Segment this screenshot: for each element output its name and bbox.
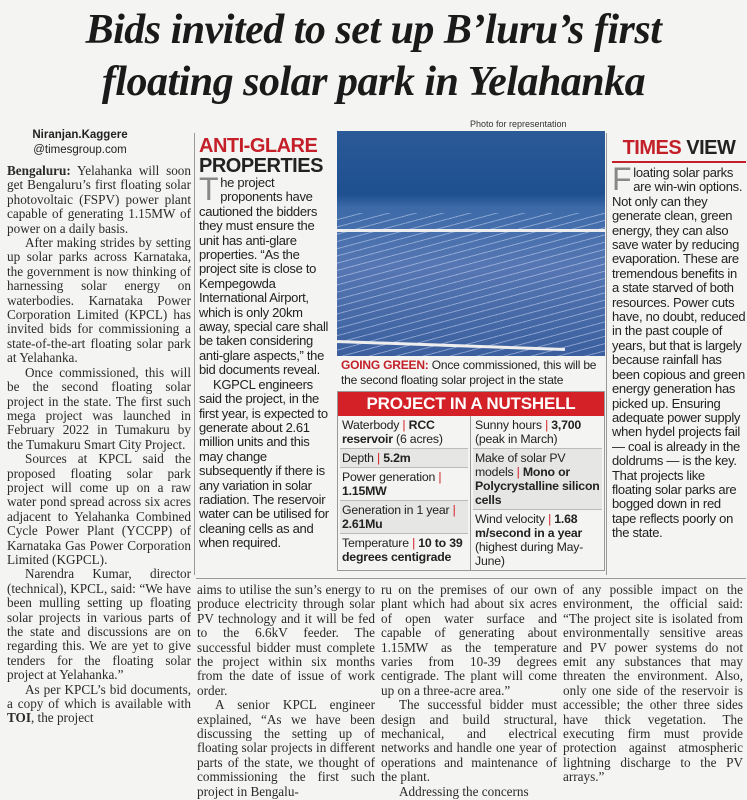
item-extra: (highest during May-June) [475, 540, 584, 568]
nutshell-item [473, 510, 602, 570]
item-value: 5.2m [383, 451, 411, 465]
item-label: Wind velocity [475, 512, 549, 526]
item-label: Temperature [342, 536, 413, 550]
paragraph-text: he project proponents have cautioned the bidders they must ensure the unit has anti-glare properties. “As the project site is close to Kempegowda International Airport, which is only 20km away, special care shall be taken considering anti-glare aspects,” the bid documents reveal. [199, 175, 329, 378]
author-name: Niranjan.Kaggere [32, 129, 128, 141]
times-view-title [612, 138, 746, 163]
separator: | [412, 536, 416, 550]
article-paragraph [7, 164, 191, 236]
paragraph-text: , the project [30, 710, 94, 726]
photo-caption [337, 356, 605, 389]
item-label: Generation in 1 year [342, 503, 453, 517]
article-column-1 [7, 164, 191, 726]
solar-panels [337, 213, 605, 356]
paragraph-text: loating solar parks are win-win options. Not only can they generate clean, green energy, they can also save water by reducing evaporation. These are tremendous benefits in a state starved of both resources. Power cuts have, no doubt, reduced in the past couple of years, but that is largely because rainfall has been copious and green energy generation has picked up. Ensuring adequate power supply when hydel projects fail — coal is already in the doldrums — is the key. That projects like floating solar parks are bogged down in red tape reflects poorly on the state. [612, 165, 746, 541]
solar-park-photo [337, 131, 605, 356]
separator: | [548, 512, 552, 526]
article-paragraph: After making strides by setting up solar parks across Karnataka, the government is now thinking of harnessing solar energy on waterbodies. Karnataka Power Corporation Limited (KPCL) has invited bids for commissioning a state-of-the-art floating solar park at Yelahanka. [7, 235, 191, 366]
article-column-4 [563, 583, 743, 785]
title-black: PROPERTIES [199, 155, 323, 177]
item-extra: (6 acres) [392, 432, 443, 446]
headline-line-2: floating solar park in Yelahanka [101, 59, 646, 105]
nutshell-left [338, 416, 471, 570]
nutshell-box [337, 391, 605, 571]
times-view-text [612, 161, 746, 541]
nutshell-item [340, 534, 468, 566]
item-label: Make of solar PV models [475, 451, 566, 479]
caption-text: Once commissioned, this will be the second floating solar project in the state [341, 358, 597, 387]
divider [194, 133, 195, 575]
headline-line-1: Bids invited to set up B’luru’s first [85, 7, 662, 53]
times-view-box [612, 138, 746, 541]
item-value: RCC reservoir [342, 418, 435, 446]
anti-glare-box [199, 136, 333, 551]
nutshell-grid [338, 416, 604, 570]
nutshell-item [340, 416, 468, 449]
caption-label: GOING GREEN: [341, 358, 429, 372]
item-extra: (peak in March) [475, 432, 558, 446]
title-red: TIMES [622, 137, 682, 159]
item-value: 2.61Mu [342, 517, 383, 531]
item-value: 1.68 m/second in a year [475, 512, 583, 540]
article-paragraph: Addressing the concerns [399, 783, 529, 799]
nutshell-item [340, 449, 468, 468]
byline [20, 128, 140, 158]
separator: | [377, 451, 381, 465]
nutshell-item [340, 501, 468, 534]
article-paragraph: Narendra Kumar, director (technical), KPCL, said: “We have been mulling setting up floating solar projects in various parts of the state and discussions are on regarding this. We are yet to give tenders for the floating solar project at Yelahanka.” [7, 566, 191, 683]
item-label: Sunny hours [475, 418, 546, 432]
article-paragraph: A senior KPCL engineer explained, “As we have been discussing the setting up of floating solar projects in different parts of the state, we thought of commissioning the first such project in Bengalu- [197, 697, 375, 799]
article-paragraph: of any possible impact on the environment, the official said: “The project site is isolated from environmentally sensitive areas and PV power systems do not emit any substances that may threaten the environment. Also, only one side of the reservoir is accessible; the other three sides have thick vegetation. The executing firm must provide protection against atmospheric lightning discharge to the PV arrays.” [563, 582, 743, 785]
article-paragraph: Once commissioned, this will be the second floating solar project in the state. The first such mega project was launched in February 2022 in Tumakuru by the Tumakuru Smart City Project. [7, 364, 191, 452]
article-column-3 [381, 583, 557, 799]
nutshell-title: PROJECT IN A NUTSHELL [338, 392, 604, 416]
nutshell-item [473, 416, 602, 449]
article-paragraph: ru on the premises of our own plant which had about six acres of open water surface and capable of generating about 1.15MW as the temperature varies from 10-39 degrees centigrade. The plant will come up on a three-acre area.” [381, 582, 557, 698]
paragraph-text: Yelahanka will soon get Bengaluru’s first floating solar photovoltaic (FSPV) power plant capable of generating 1.15MW of power on a daily basis. [7, 163, 191, 236]
headline [0, 4, 747, 108]
paragraph-text: As per KPCL’s bid documents, a copy of which is available with [7, 681, 191, 712]
separator: | [452, 503, 456, 517]
nutshell-item [473, 449, 602, 510]
item-value: 3,700 [551, 418, 582, 432]
photo-credit: Photo for representation [470, 119, 567, 129]
separator: | [438, 470, 442, 484]
article-paragraph: The successful bidder must design and build structural, mechanical, and electrical networks and handle one year of operations and maintenance of the plant. [381, 697, 557, 785]
walkway [337, 229, 605, 232]
drop-cap: T [199, 171, 219, 207]
title-red: ANTI-GLARE [199, 135, 318, 157]
item-value: Mono or Polycrystalline silicon cells [475, 465, 600, 507]
item-value: 1.15MW [342, 484, 387, 498]
divider [196, 578, 746, 579]
article-paragraph: Sources at KPCL said the proposed floating solar park project will come up on a raw water pond spread across six acres adjacent to Yelahanka Combined Cycle Power Plant (YCCPP) of Karnataka Gas Power Corporation Limited (KGPCL). [7, 451, 191, 567]
item-label: Depth [342, 451, 378, 465]
article-column-2 [197, 583, 375, 799]
dateline: Bengaluru: [7, 163, 71, 178]
item-label: Waterbody [342, 418, 403, 432]
separator: | [516, 465, 520, 479]
item-value: 10 to 39 degrees centigrade [342, 536, 463, 564]
article-paragraph [7, 683, 191, 726]
nutshell-right [471, 416, 604, 570]
anti-glare-p1 [199, 171, 333, 378]
separator: | [402, 418, 406, 432]
anti-glare-title [199, 136, 333, 176]
item-label: Power generation [342, 470, 439, 484]
divider [606, 133, 607, 575]
drop-cap: F [612, 161, 632, 197]
toi-mention: TOI [7, 710, 31, 726]
photo-and-facts [337, 131, 605, 571]
anti-glare-p2: KGPCL engineers said the project, in the first year, is expected to generate about 2.61 million units and this may change subsequently if there is any variation in solar radiation. The reservoir water can be utilised for cleaning cells as and when required. [199, 376, 329, 551]
title-black: VIEW [681, 137, 736, 159]
article-paragraph: aims to utilise the sun’s energy to produce electricity through solar PV technology and it will be fed to the 6.6kV feeder. The successful bidder must complete the project within six months from the date of issue of work order. [197, 582, 375, 698]
author-email: @timesgroup.com [33, 144, 127, 156]
separator: | [545, 418, 549, 432]
nutshell-item [340, 468, 468, 501]
